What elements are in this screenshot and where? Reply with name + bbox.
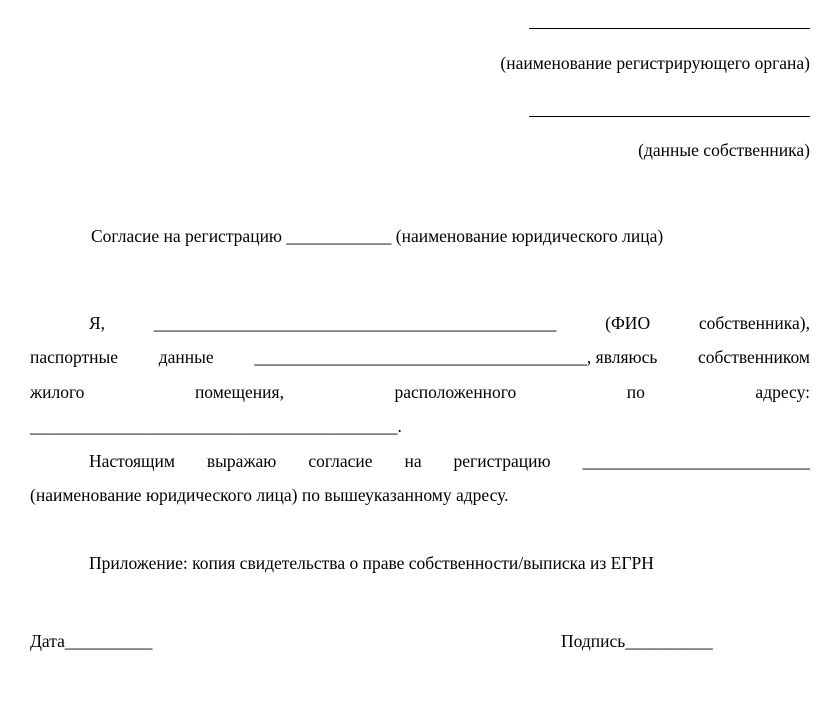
word-residential: жилого [30, 382, 85, 402]
word-owner: собственника), [698, 313, 810, 333]
word-owner-2: собственником [698, 347, 810, 367]
word-fio: (ФИО [605, 313, 651, 333]
line-end-period: . [397, 416, 402, 436]
body-para2-line-2: (наименование юридического лица) по вышеуказанному адресу. [30, 485, 509, 505]
word-hereby: Настоящим [89, 451, 175, 471]
word-at: по [626, 382, 645, 402]
word-to: на [404, 451, 422, 471]
title-blank: ____________ [286, 226, 392, 246]
date-label: Дата [30, 631, 65, 651]
word-being: , являюсь [586, 347, 658, 367]
authority-caption: (наименование регистрирующего органа) [500, 53, 810, 73]
body-line-4 [30, 418, 402, 436]
date-field [30, 633, 152, 651]
body-line-2 [30, 349, 810, 367]
body-line-3 [30, 384, 810, 402]
address-blank: __________________________________________ [30, 416, 398, 436]
date-blank: __________ [64, 631, 153, 651]
passport-blank: ______________________________________ [254, 347, 587, 367]
word-premises: помещения, [194, 382, 284, 402]
owner-caption: (данные собственника) [638, 140, 810, 160]
body-para2-line-1 [89, 453, 810, 471]
word-ya: Я, [89, 313, 106, 333]
authority-blank-line [529, 28, 810, 29]
owner-blank-line [529, 116, 810, 117]
signature-label: Подпись [561, 631, 626, 651]
word-passport: паспортные [30, 347, 119, 367]
body-line-1 [89, 315, 810, 333]
word-data: данные [158, 347, 214, 367]
entity-blank: __________________________ [582, 451, 810, 471]
word-express: выражаю [206, 451, 277, 471]
word-address: адресу: [755, 382, 810, 402]
title-prefix: Согласие на регистрацию [91, 226, 283, 246]
title-suffix: (наименование юридического лица) [395, 226, 664, 246]
attachment-note: Приложение: копия свидетельства о праве собственности/выписка из ЕГРН [89, 553, 654, 573]
word-registration: регистрацию [453, 451, 551, 471]
document-title [91, 228, 663, 246]
signature-field [561, 633, 713, 651]
signature-blank: __________ [625, 631, 713, 651]
fio-blank: ______________________________________________ [153, 313, 557, 333]
word-consent: согласие [308, 451, 373, 471]
word-located: расположенного [394, 382, 517, 402]
